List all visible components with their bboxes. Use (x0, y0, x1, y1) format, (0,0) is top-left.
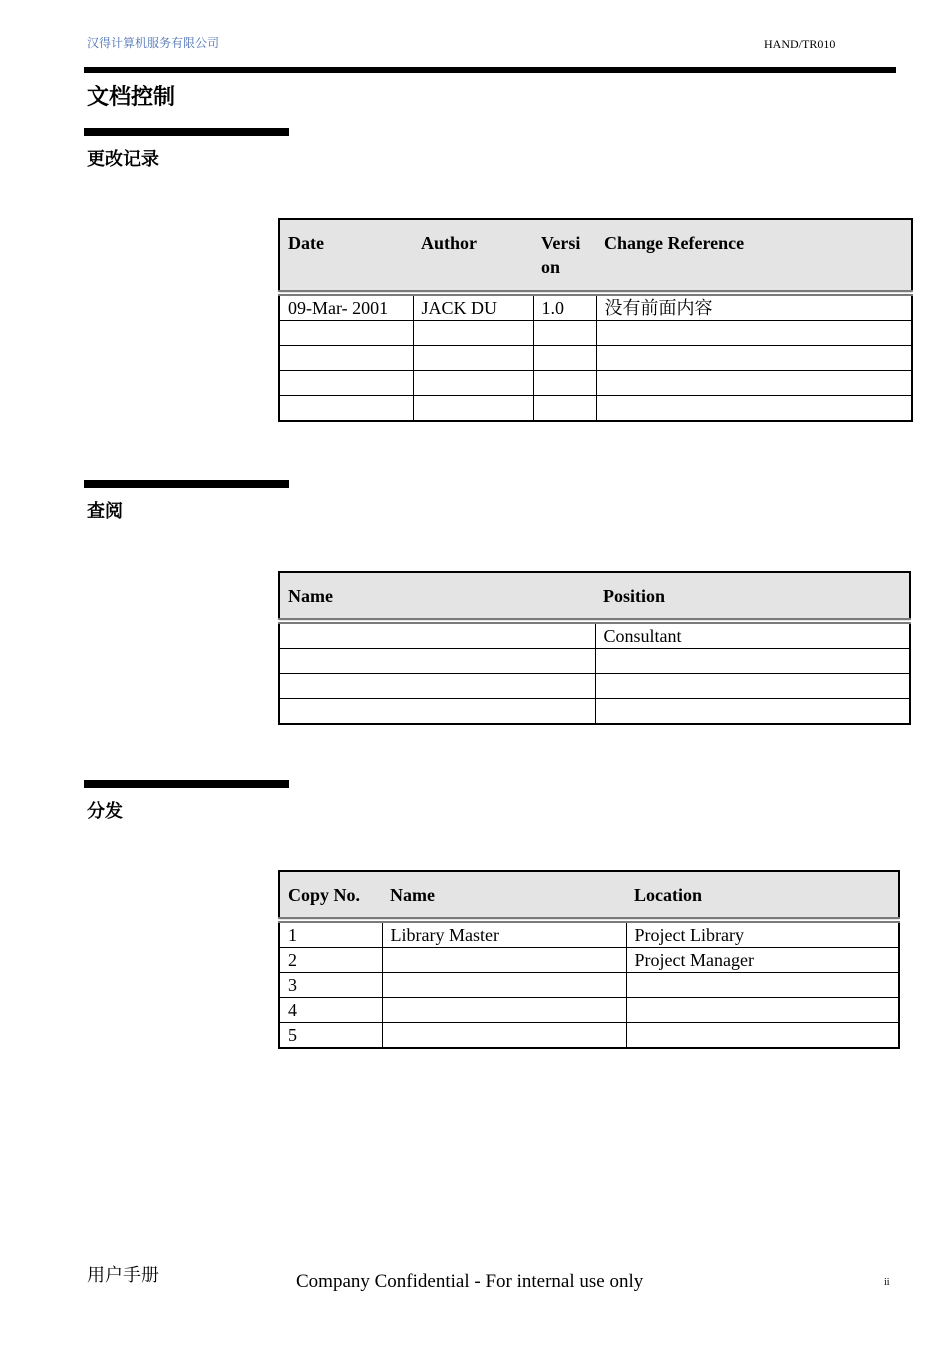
table-cell (596, 396, 912, 422)
review-table (278, 571, 911, 725)
page-title: 文档控制 (87, 85, 176, 110)
table-cell (533, 321, 596, 346)
table-cell (595, 699, 910, 725)
table-row (279, 699, 910, 725)
section-rule-change-record (84, 128, 289, 136)
table-cell (382, 948, 626, 973)
table-cell (596, 371, 912, 396)
column-header: Date (279, 219, 413, 293)
table-cell (413, 396, 533, 422)
section-title-change-record: 更改记录 (87, 149, 159, 170)
table-cell (626, 973, 899, 998)
table-cell (279, 346, 413, 371)
table-cell (382, 998, 626, 1023)
table-cell: 1 (279, 920, 382, 948)
table-cell: 没有前面内容 (596, 293, 912, 321)
table-row (279, 321, 912, 346)
table-cell: 09-Mar- 2001 (279, 293, 413, 321)
table-cell (626, 1023, 899, 1049)
distribution-table (278, 870, 900, 1049)
table-cell: JACK DU (413, 293, 533, 321)
section-title-review: 查阅 (87, 501, 123, 522)
table-row (279, 948, 899, 973)
column-header: Copy No. (279, 871, 382, 920)
table-cell (626, 998, 899, 1023)
footer-confidential-notice: Company Confidential - For internal use only (296, 1271, 644, 1292)
table-cell (413, 321, 533, 346)
table-row (279, 1023, 899, 1049)
table-row (279, 649, 910, 674)
table-row (279, 920, 899, 948)
table-cell: Project Library (626, 920, 899, 948)
table-row (279, 346, 912, 371)
table-row (279, 998, 899, 1023)
table-cell: Library Master (382, 920, 626, 948)
table-cell (382, 1023, 626, 1049)
table-cell (596, 321, 912, 346)
section-rule-review (84, 480, 289, 488)
table-row (279, 293, 912, 321)
table-row (279, 973, 899, 998)
table-cell (279, 396, 413, 422)
change-record-table (278, 218, 913, 422)
table-header-row (279, 572, 910, 621)
column-header: Author (413, 219, 533, 293)
table-cell (279, 649, 595, 674)
section-rule-distribution (84, 780, 289, 788)
table-cell (533, 396, 596, 422)
table-cell (279, 621, 595, 649)
column-header: Name (279, 572, 595, 621)
table-cell: 3 (279, 973, 382, 998)
header-rule (84, 67, 896, 73)
column-header: Location (626, 871, 899, 920)
table-row (279, 396, 912, 422)
table-cell (533, 371, 596, 396)
table-cell (279, 321, 413, 346)
table-cell (413, 346, 533, 371)
table-cell: 1.0 (533, 293, 596, 321)
table-cell: 4 (279, 998, 382, 1023)
page-number: ii (884, 1277, 890, 1288)
table-cell (279, 699, 595, 725)
table-header-row (279, 219, 912, 293)
table-cell (533, 346, 596, 371)
column-header: Name (382, 871, 626, 920)
table-cell: 2 (279, 948, 382, 973)
table-cell: Consultant (595, 621, 910, 649)
table-row (279, 371, 912, 396)
table-cell (279, 674, 595, 699)
table-cell: Project Manager (626, 948, 899, 973)
section-title-distribution: 分发 (87, 801, 123, 822)
table-cell (596, 346, 912, 371)
table-row (279, 621, 910, 649)
footer-manual-title: 用户手册 (87, 1265, 159, 1285)
table-header-row (279, 871, 899, 920)
table-cell (413, 371, 533, 396)
column-header: Position (595, 572, 910, 621)
column-header: Change Reference (596, 219, 912, 293)
document-id: HAND/TR010 (764, 37, 836, 51)
table-cell (382, 973, 626, 998)
table-cell (595, 649, 910, 674)
company-name: 汉得计算机服务有限公司 (87, 36, 220, 50)
table-cell: 5 (279, 1023, 382, 1049)
table-row (279, 674, 910, 699)
column-header: Versi on (533, 219, 596, 293)
table-cell (279, 371, 413, 396)
table-cell (595, 674, 910, 699)
